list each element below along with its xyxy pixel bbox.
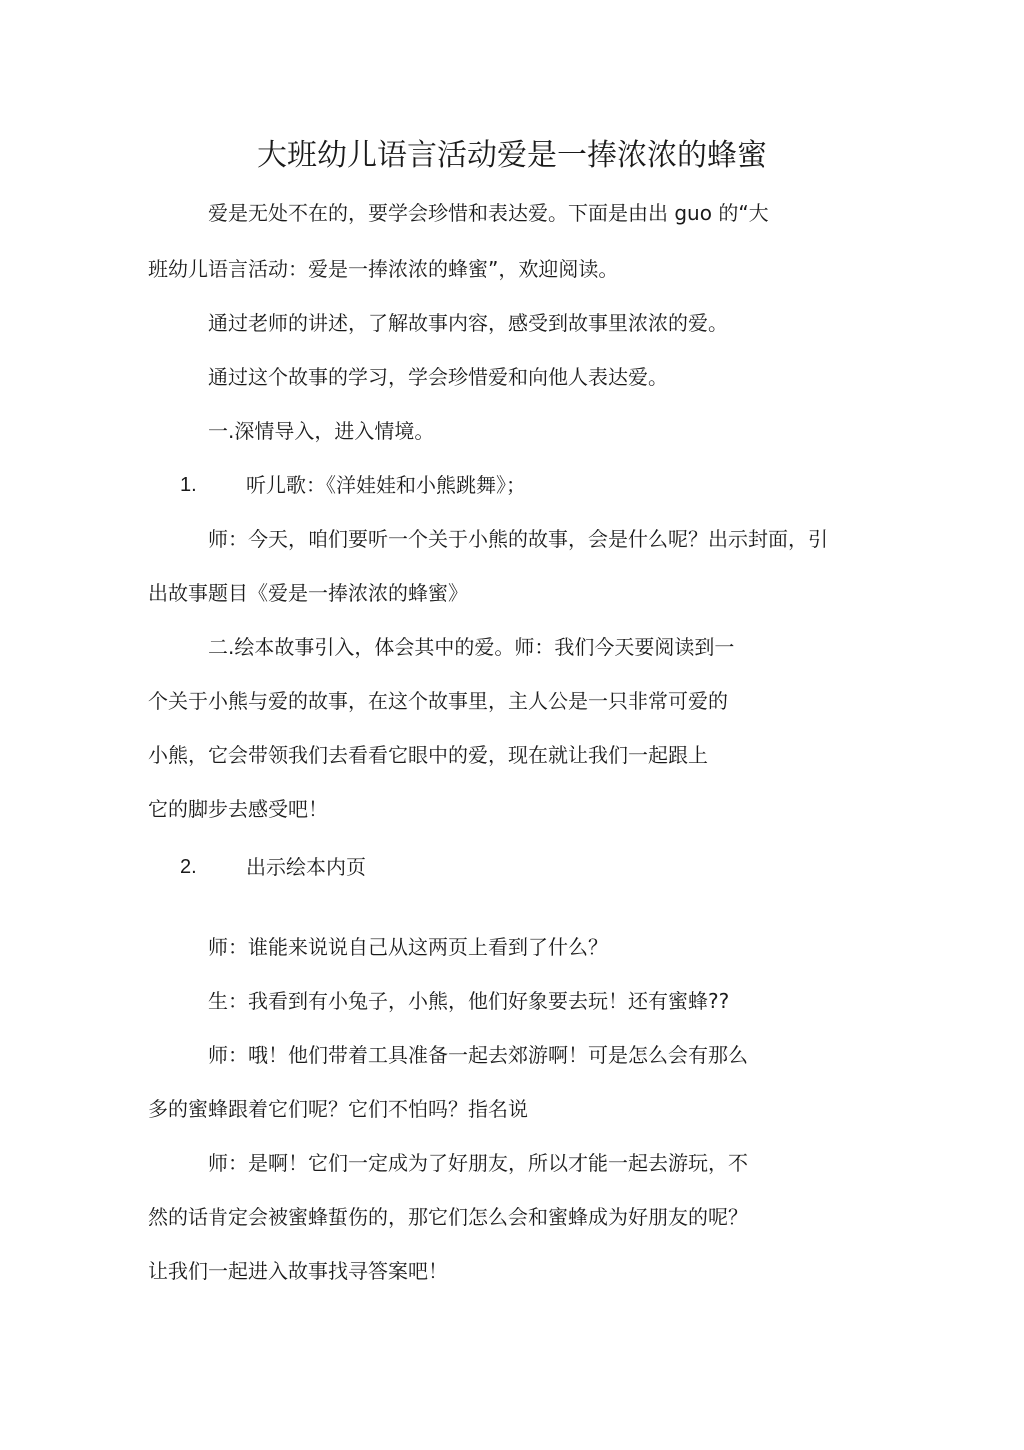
section-heading-1: 一.深情导入，进入情境。 bbox=[208, 419, 435, 443]
teacher-line-3a: 师：是啊！它们一定成为了好朋友，所以才能一起去游玩，不 bbox=[208, 1151, 748, 1175]
teacher-line-2a: 师：哦！他们带着工具准备一起去郊游啊！可是怎么会有那么 bbox=[208, 1043, 748, 1067]
list-number-1: 1. bbox=[180, 474, 197, 496]
paragraph-intro-line-1: 爱是无处不在的，要学会珍惜和表达爱。下面是由出 guo 的“大 bbox=[208, 201, 769, 225]
list-item-2-text: 出示绘本内页 bbox=[246, 855, 366, 879]
section-2-line-4: 它的脚步去感受吧！ bbox=[148, 797, 328, 821]
teacher-line-2b: 多的蜜蜂跟着它们呢？它们不怕吗？指名说 bbox=[148, 1097, 528, 1121]
section-2-line-3: 小熊，它会带领我们去看看它眼中的爱，现在就让我们一起跟上 bbox=[148, 743, 708, 767]
list-number-2: 2. bbox=[180, 856, 197, 878]
section-2-line-2: 个关于小熊与爱的故事，在这个故事里，主人公是一只非常可爱的 bbox=[148, 689, 728, 713]
document-title: 大班幼儿语言活动爱是一捧浓浓的蜂蜜 bbox=[257, 138, 767, 173]
goal-line-1: 通过老师的讲述，了解故事内容，感受到故事里浓浓的爱。 bbox=[208, 311, 728, 335]
teacher-line-3b: 然的话肯定会被蜜蜂蜇伤的，那它们怎么会和蜜蜂成为好朋友的呢？ bbox=[148, 1205, 748, 1229]
goal-line-2: 通过这个故事的学习，学会珍惜爱和向他人表达爱。 bbox=[208, 365, 668, 389]
paragraph-intro-line-2: 班幼儿语言活动：爱是一捧浓浓的蜂蜜”，欢迎阅读。 bbox=[148, 257, 619, 281]
teacher-question: 师：谁能来说说自己从这两页上看到了什么？ bbox=[208, 935, 608, 959]
teacher-line-1a: 师：今天，咱们要听一个关于小熊的故事，会是什么呢？出示封面，引 bbox=[208, 527, 828, 551]
student-answer: 生：我看到有小兔子，小熊，他们好象要去玩！还有蜜蜂?? bbox=[208, 989, 730, 1013]
teacher-line-1b: 出故事题目《爱是一捧浓浓的蜂蜜》 bbox=[148, 581, 468, 605]
section-heading-2: 二.绘本故事引入，体会其中的爱。师：我们今天要阅读到一 bbox=[208, 635, 735, 659]
teacher-line-3c: 让我们一起进入故事找寻答案吧！ bbox=[148, 1259, 448, 1283]
list-item-1-text: 听儿歌：《洋娃娃和小熊跳舞》； bbox=[246, 473, 526, 497]
